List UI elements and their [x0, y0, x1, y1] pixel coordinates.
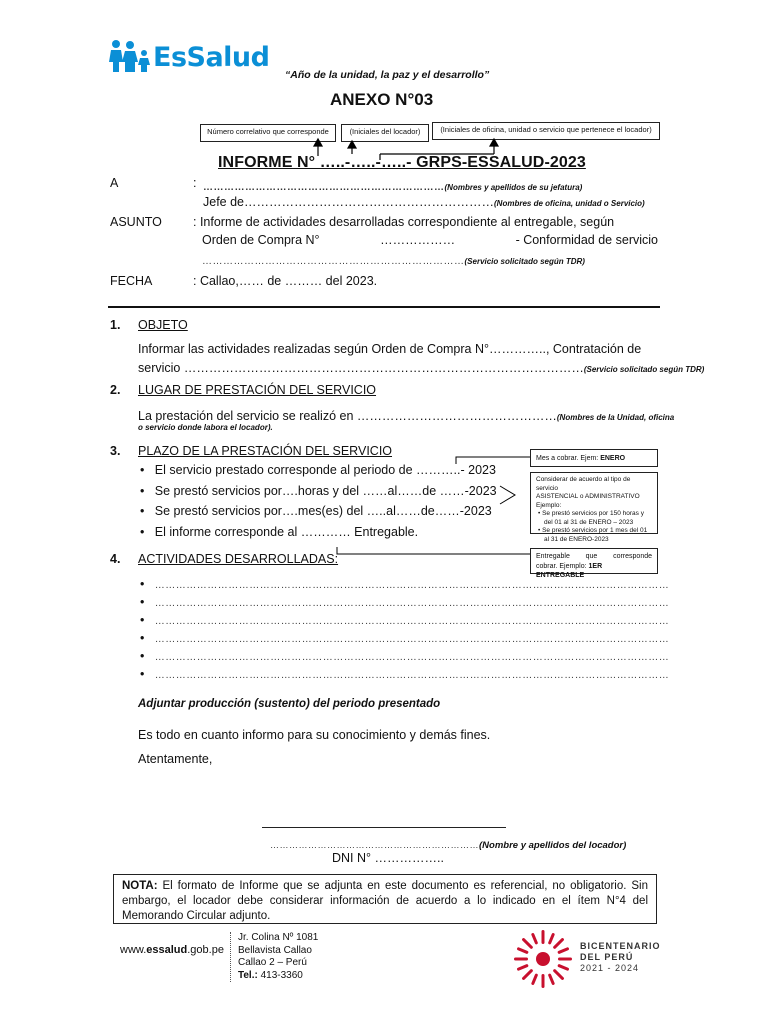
nota-label: NOTA:	[122, 880, 158, 892]
jefe-line	[203, 193, 645, 211]
a-hint: (Nombres y apellidos de su jefatura)	[444, 183, 583, 192]
signature-line	[262, 827, 506, 828]
section-4-number: 4.	[110, 552, 121, 566]
activity-dots: …………………………………………………………………………………………………………………………………	[154, 580, 670, 591]
dni: DNI N° ……………..	[332, 851, 444, 865]
activity-dots: …………………………………………………………………………………………………………………………………	[154, 634, 670, 645]
asunto-dots: …………………………………………………………………	[202, 256, 465, 267]
addr-line: Jr. Colina Nº 1081	[238, 932, 319, 943]
activity-dots: …………………………………………………………………………………………………………………………………	[154, 616, 670, 627]
s2-hint2: o servicio donde labora el locador).	[138, 423, 273, 432]
web-suffix: .gob.pe	[187, 944, 224, 956]
s3-item-text: El servicio prestado corresponde al periodo de ………..- 2023	[154, 463, 496, 477]
activity-dots: …………………………………………………………………………………………………………………………………	[154, 652, 670, 663]
section-3-number: 3.	[110, 444, 121, 458]
asunto-label: ASUNTO	[110, 215, 162, 229]
callout-mes-label: Mes a cobrar. Ejem:	[536, 455, 601, 462]
motto: “Año de la unidad, la paz y el desarrollo”	[285, 69, 490, 81]
a-colon: :	[193, 176, 197, 190]
s1-line1: Informar las actividades realizadas según Orden de Compra N°………….., Contratación de	[138, 342, 642, 356]
asunto-oc-dots: ………………	[380, 233, 456, 247]
callout-considerar-b1: • Se prestó servicios por 150 horas y del 01 al 31 de ENERO – 2023	[538, 510, 644, 526]
signature-name	[270, 835, 626, 853]
s1-line2	[138, 359, 704, 377]
family-icon	[108, 38, 154, 74]
essalud-logo	[108, 38, 270, 78]
callout-mes-bold: ENERO	[600, 455, 626, 462]
callout-considerar	[530, 472, 658, 543]
tel-value: 413-3360	[257, 969, 303, 981]
bicent-line1: BICENTENARIO	[580, 941, 661, 951]
s2-text: La prestación del servicio se realizó en …………………………………………	[138, 409, 557, 423]
fecha-label: FECHA	[110, 274, 153, 288]
callout-mes	[530, 449, 658, 467]
callout-considerar-2: ASISTENCIAL o ADMINISTRATIVO	[536, 493, 640, 500]
addr-line: Bellavista Callao	[238, 944, 312, 956]
tel-label: Tel.:	[238, 969, 258, 981]
section-2-title: LUGAR DE PRESTACIÓN DEL SERVICIO	[138, 383, 377, 397]
bicent-line3: 2021 - 2024	[580, 963, 640, 973]
addr-line: Callao 2 – Perú	[238, 957, 307, 968]
nota-box	[113, 874, 657, 924]
callout-considerar-b2: • Se prestó servicios por 1 mes del 01 al 31 de ENERO-2023	[538, 527, 648, 543]
a-label: A	[110, 176, 119, 190]
footer-web[interactable]	[120, 944, 224, 956]
footer-address	[238, 932, 318, 982]
section-3-title: PLAZO DE LA PRESTACIÓN DEL SERVICIO	[138, 444, 393, 458]
activity-item: • …………………………………………………………………………………………………………………………………	[140, 631, 670, 645]
bicentenario-emblem-icon	[512, 928, 574, 990]
section-1-number: 1.	[110, 318, 121, 332]
callout-entregable-1: Entregable que corresponde	[536, 553, 652, 560]
divider	[108, 306, 660, 308]
bicentenario-text	[580, 941, 661, 974]
a-dots: ……………………………………………………………	[203, 182, 445, 193]
section-4-title: ACTIVIDADES DESARROLLADAS:	[138, 552, 339, 566]
adjuntar-note: Adjuntar producción (sustento) del periodo presentado	[138, 698, 441, 710]
asunto-line2	[202, 233, 658, 247]
activity-item: • …………………………………………………………………………………………………………………………………	[140, 649, 670, 663]
s3-item: • El servicio prestado corresponde al periodo de ………..- 2023	[140, 463, 496, 477]
footer-divider	[230, 932, 231, 982]
asunto-conformidad: - Conformidad de servicio	[515, 233, 658, 247]
jefe-hint: (Nombres de oficina, unidad o Servicio)	[494, 199, 645, 208]
es-todo: Es todo en cuanto informo para su conocimiento y demás fines.	[138, 728, 491, 742]
logo-text: EsSalud	[153, 42, 270, 73]
box-iniciales: (Iniciales del locador)	[341, 124, 429, 142]
s3-item-text: Se prestó servicios por….mes(es) del …..al……de……-2023	[154, 504, 492, 518]
s3-item-text: Se prestó servicios por….horas y del ……al……de ……-2023	[154, 484, 497, 498]
signature-hint: (Nombre y apellidos del locador)	[479, 840, 627, 851]
activity-item: • …………………………………………………………………………………………………………………………………	[140, 595, 670, 609]
s1-hint: (Servicio solicitado según TDR)	[583, 365, 705, 374]
callout-considerar-1: Considerar de acuerdo al tipo de servicio	[536, 476, 631, 492]
callout-entregable-label: cobrar. Ejemplo:	[536, 562, 589, 570]
asunto-oc: Orden de Compra N°	[202, 233, 320, 247]
activity-list	[140, 575, 670, 683]
s1-servicio: servicio ……………………………………………………………………………………	[138, 361, 584, 375]
tel-line	[238, 970, 318, 983]
jefe-text: Jefe de……………………………………………………	[203, 195, 495, 209]
activity-dots: …………………………………………………………………………………………………………………………………	[154, 670, 670, 681]
asunto-hint: (Servicio solicitado según TDR)	[464, 257, 585, 266]
anexo-title: ANEXO N°03	[330, 90, 434, 109]
box-oficina: (Iniciales de oficina, unidad o servicio que pertenece el locador)	[432, 122, 660, 140]
activity-item: • …………………………………………………………………………………………………………………………………	[140, 577, 670, 591]
web-bold: essalud	[146, 944, 188, 956]
callout-entregable	[530, 548, 658, 579]
box-correlativo: Número correlativo que corresponde	[200, 124, 336, 142]
s2-hint1: (Nombres de la Unidad, oficina	[556, 413, 675, 422]
section-1-title: OBJETO	[138, 318, 188, 332]
web-prefix: www.	[120, 944, 147, 956]
s3-item: • El informe corresponde al ………… Entregable.	[140, 525, 419, 539]
nota-text: El formato de Informe que se adjunta en este documento es referencial, no obligatorio. Sin embargo, el locador debe considerar información de acuerdo a lo indicado en el ítem N°4 del Memorando Circular adjunto.	[122, 880, 648, 922]
fecha-text: : Callao,…… de ……… del 2023.	[193, 274, 378, 288]
asunto-line3	[202, 251, 585, 269]
section-2-number: 2.	[110, 383, 121, 397]
atentamente: Atentamente,	[138, 752, 213, 766]
callout-b2-text: Se prestó servicios por 1 mes del 01 al 31 de ENERO-2023	[542, 527, 648, 543]
s3-item: • Se prestó servicios por….horas y del ……al……de ……-2023	[140, 484, 497, 498]
callout-b1-text: Se prestó servicios por 150 horas y del 01 al 31 de ENERO – 2023	[542, 510, 644, 526]
callout-entregable-bold: 1ER ENTREGABLE	[536, 562, 603, 579]
activity-item: • …………………………………………………………………………………………………………………………………	[140, 667, 670, 681]
activity-item: • …………………………………………………………………………………………………………………………………	[140, 613, 670, 627]
callout-considerar-3: Ejemplo:	[536, 501, 562, 509]
asunto-line1: : Informe de actividades desarrolladas correspondiente al entregable, según	[193, 215, 615, 229]
activity-dots: …………………………………………………………………………………………………………………………………	[154, 598, 670, 609]
bicent-line2: DEL PERÚ	[580, 952, 634, 962]
signature-dots: …………………………………………………………	[270, 840, 479, 850]
s3-item: • Se prestó servicios por….mes(es) del …..al……de……-2023	[140, 504, 492, 518]
s3-item-text: El informe corresponde al ………… Entregable.	[154, 525, 419, 539]
informe-title: INFORME N° …..-…..-…..- GRPS-ESSALUD-2023	[218, 154, 586, 171]
